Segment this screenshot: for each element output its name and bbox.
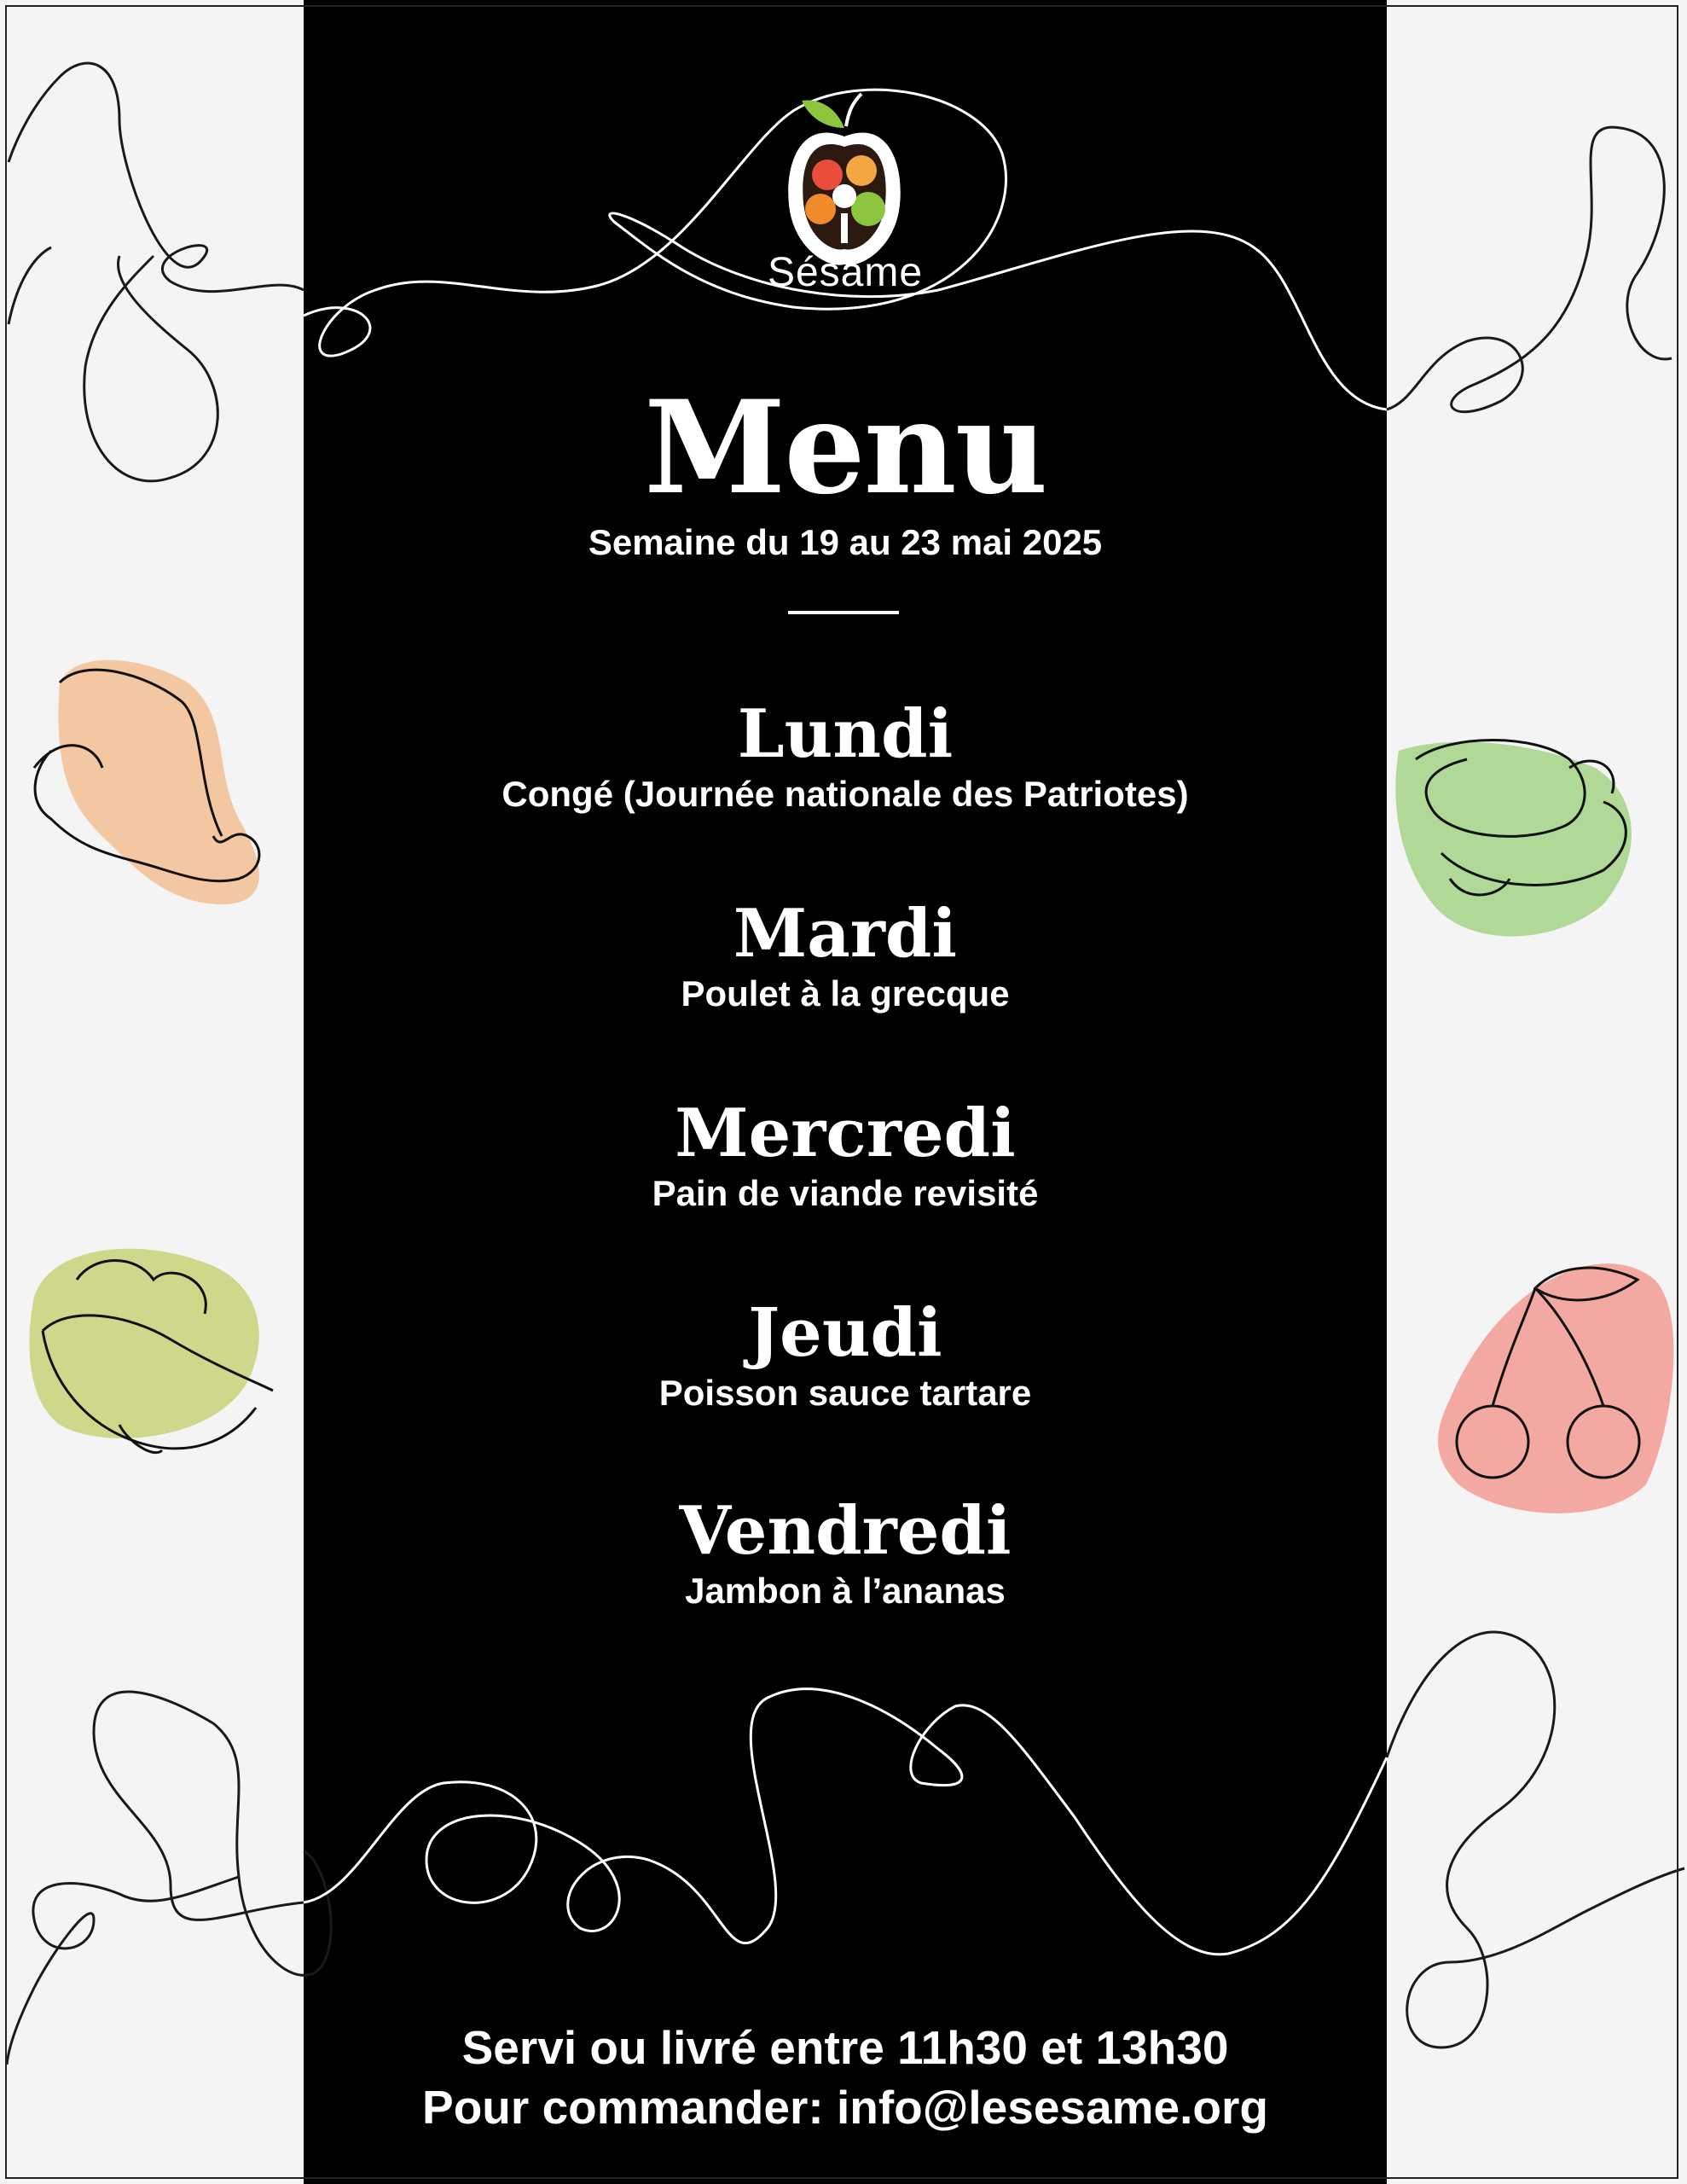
week-subtitle: Semaine du 19 au 23 mai 2025 <box>588 522 1103 562</box>
day-title-mardi: Mardi <box>733 895 958 973</box>
page-title: Menu <box>644 373 1046 523</box>
chicken-drumstick-icon <box>34 660 259 904</box>
dish-mardi: Poulet à la grecque <box>681 973 1010 1014</box>
dish-jeudi: Poisson sauce tartare <box>658 1373 1032 1413</box>
dish-lundi: Congé (Journée nationale des Patriotes) <box>501 774 1189 814</box>
brand-name: Sésame <box>767 250 924 295</box>
dish-mercredi: Pain de viande revisité <box>652 1173 1039 1213</box>
cherries-icon <box>1438 1263 1673 1513</box>
salad-bowl-icon <box>29 1249 273 1453</box>
teacup-icon <box>1395 741 1631 937</box>
title-divider <box>788 611 899 614</box>
day-title-vendredi: Vendredi <box>679 1492 1012 1570</box>
service-hours: Servi ou livré entre 11h30 et 13h30 <box>461 2021 1229 2074</box>
order-contact: Pour commander: info@lesesame.org <box>422 2081 1268 2134</box>
day-title-mercredi: Mercredi <box>675 1095 1016 1172</box>
day-title-lundi: Lundi <box>737 695 954 773</box>
dish-vendredi: Jambon à l’ananas <box>685 1571 1006 1611</box>
day-title-jeudi: Jeudi <box>748 1294 942 1372</box>
